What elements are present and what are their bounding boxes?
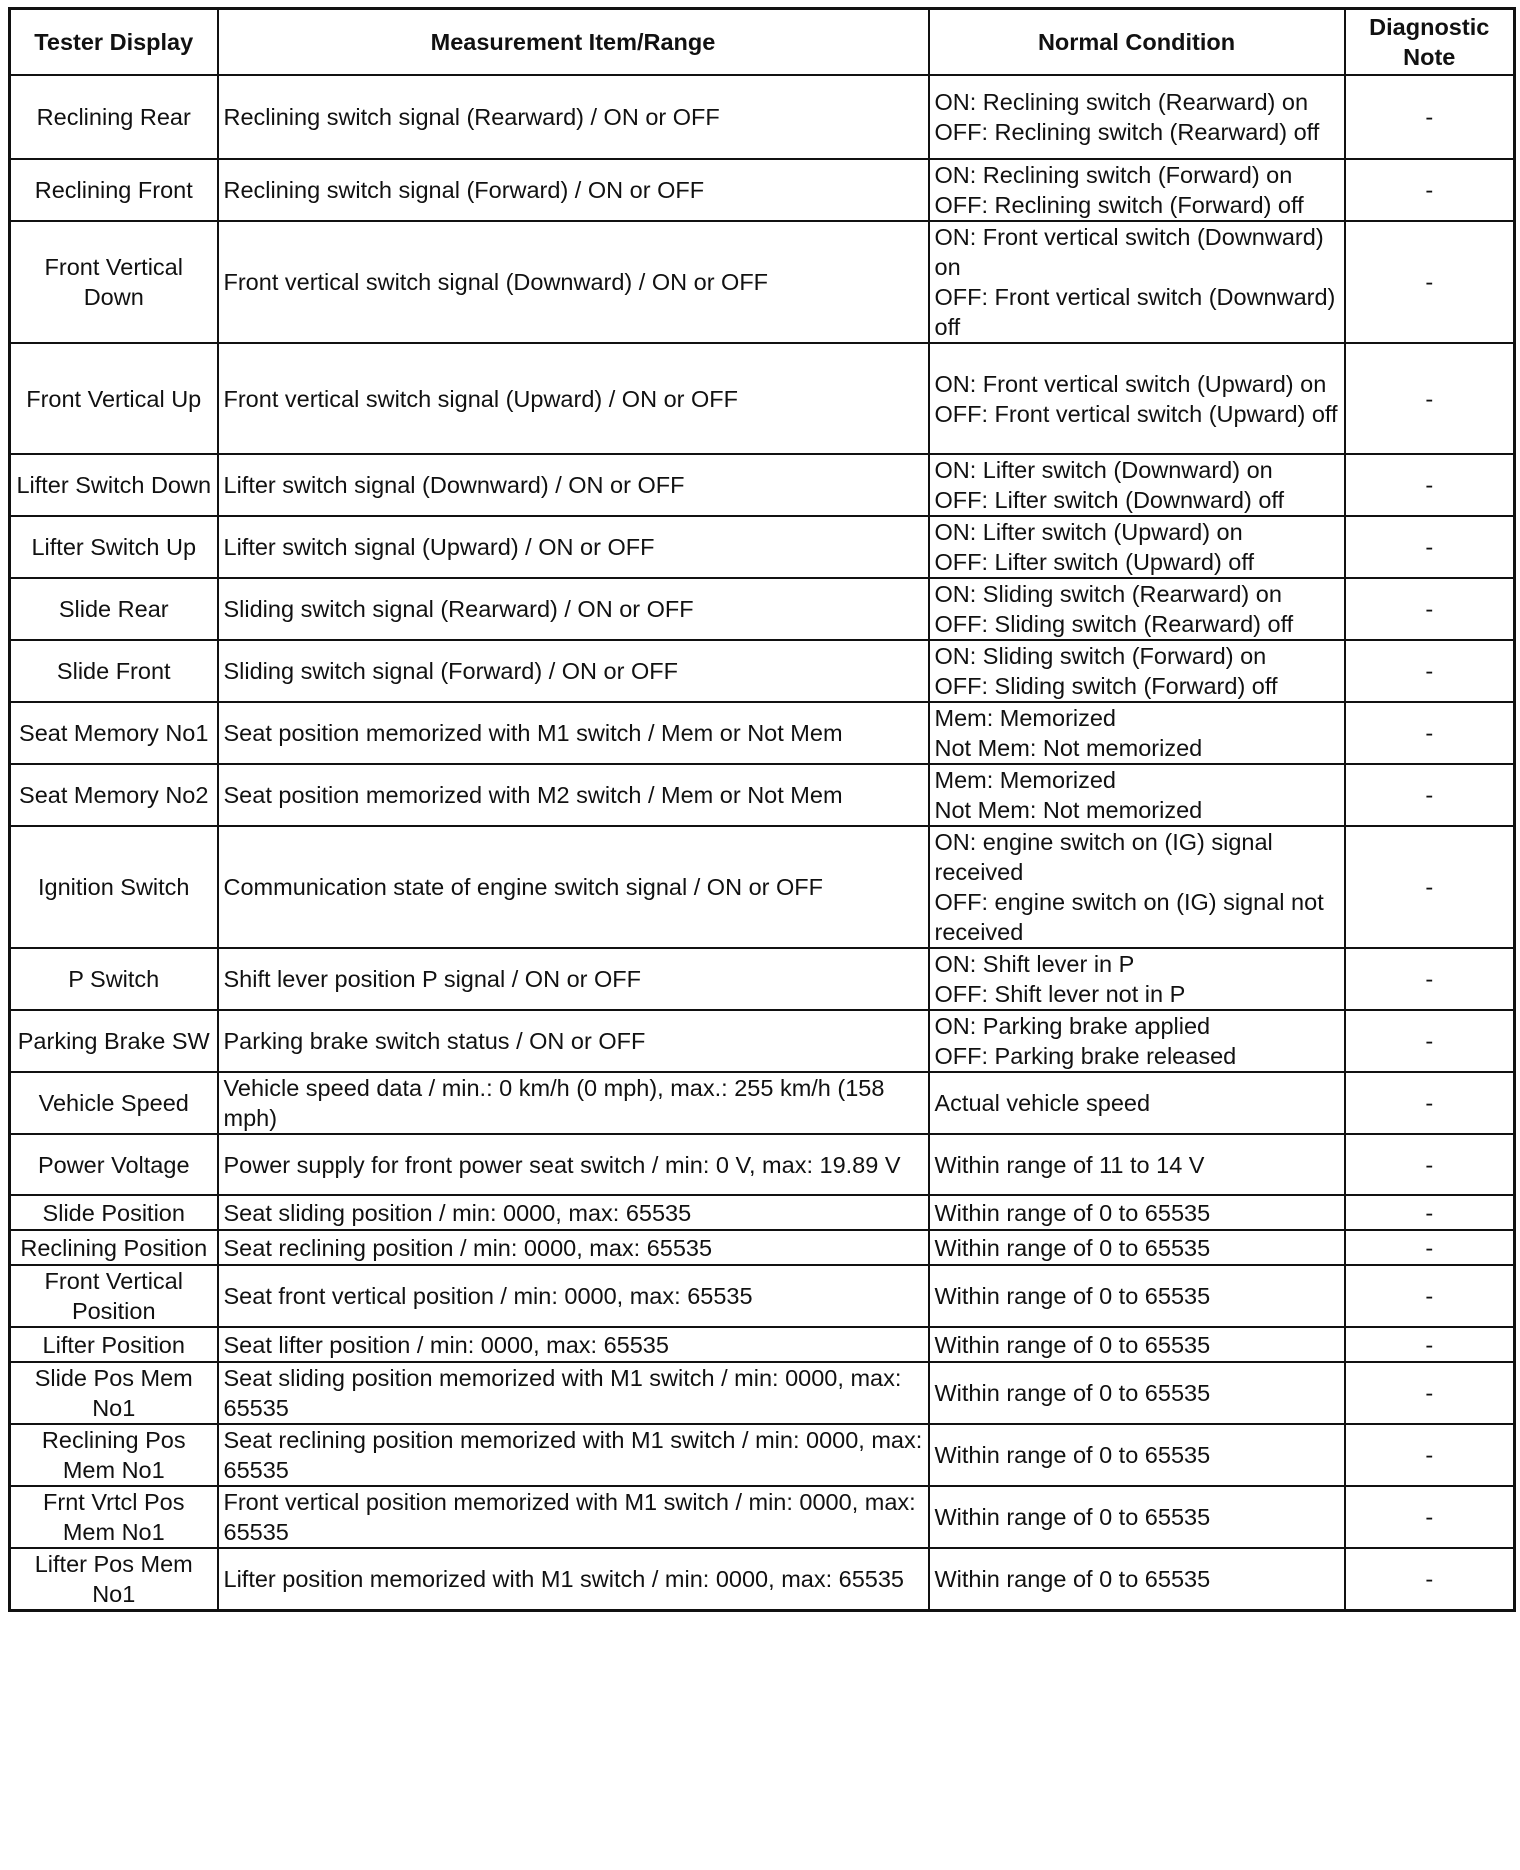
cell-diagnostic-note: -: [1345, 516, 1515, 578]
cell-measurement-item: Seat sliding position / min: 0000, max: 65535: [218, 1195, 929, 1230]
cell-diagnostic-note: -: [1345, 1010, 1515, 1072]
cell-tester-display: Lifter Switch Down: [10, 454, 218, 516]
cell-tester-display: P Switch: [10, 948, 218, 1010]
normal-condition-line: OFF: Shift lever not in P: [934, 981, 1186, 1007]
table-row: [10, 640, 1515, 702]
cell-tester-display: Slide Rear: [10, 578, 218, 640]
cell-diagnostic-note: -: [1345, 1134, 1515, 1195]
normal-condition-line: Within range of 0 to 65535: [934, 1380, 1211, 1406]
cell-measurement-item: Front vertical switch signal (Upward) / ON or OFF: [218, 343, 929, 454]
cell-measurement-item: Shift lever position P signal / ON or OFF: [218, 948, 929, 1010]
normal-condition-line: Within range of 0 to 65535: [934, 1199, 1211, 1226]
cell-diagnostic-note: -: [1345, 578, 1515, 640]
cell-normal-condition: [929, 1327, 1345, 1362]
cell-diagnostic-note: -: [1345, 948, 1515, 1010]
normal-condition-line: Mem: Memorized: [934, 705, 1117, 731]
cell-measurement-item: Power supply for front power seat switch / min: 0 V, max: 19.89 V: [218, 1134, 929, 1195]
normal-condition-line: OFF: Lifter switch (Downward) off: [934, 487, 1285, 513]
table-row: [10, 1195, 1515, 1230]
cell-measurement-item: Seat reclining position / min: 0000, max: 65535: [218, 1230, 929, 1265]
header-normal-condition: Normal Condition: [929, 9, 1345, 76]
table-body: [10, 75, 1515, 1611]
normal-condition-line: ON: Parking brake applied: [934, 1013, 1211, 1039]
cell-normal-condition: [929, 516, 1345, 578]
cell-tester-display: Slide Front: [10, 640, 218, 702]
header-diagnostic-note: Diagnostic Note: [1345, 9, 1515, 76]
cell-normal-condition: [929, 826, 1345, 948]
table-row: [10, 1327, 1515, 1362]
cell-normal-condition: [929, 948, 1345, 1010]
table-row: [10, 826, 1515, 948]
normal-condition-line: Within range of 0 to 65535: [934, 1331, 1211, 1358]
table-row: [10, 516, 1515, 578]
cell-tester-display: Seat Memory No1: [10, 702, 218, 764]
cell-tester-display: Front Vertical Down: [10, 221, 218, 343]
header-row: [10, 9, 1515, 76]
cell-normal-condition: [929, 702, 1345, 764]
table-row: [10, 578, 1515, 640]
normal-condition-line: ON: Reclining switch (Forward) on: [934, 162, 1293, 188]
cell-tester-display: Ignition Switch: [10, 826, 218, 948]
data-list-table: [8, 7, 1516, 1612]
cell-tester-display: Seat Memory No2: [10, 764, 218, 826]
table-row: [10, 454, 1515, 516]
cell-tester-display: Reclining Position: [10, 1230, 218, 1265]
cell-normal-condition: [929, 221, 1345, 343]
cell-normal-condition: [929, 764, 1345, 826]
cell-normal-condition: [929, 1010, 1345, 1072]
cell-tester-display: Reclining Front: [10, 159, 218, 221]
cell-normal-condition: [929, 1134, 1345, 1195]
cell-tester-display: Lifter Switch Up: [10, 516, 218, 578]
cell-measurement-item: Communication state of engine switch signal / ON or OFF: [218, 826, 929, 948]
header-measurement-item: Measurement Item/Range: [218, 9, 929, 76]
table-row: [10, 221, 1515, 343]
table-row: [10, 343, 1515, 454]
table-row: [10, 1230, 1515, 1265]
table-row: [10, 1424, 1515, 1486]
normal-condition-line: ON: Lifter switch (Downward) on: [934, 457, 1273, 483]
cell-diagnostic-note: -: [1345, 343, 1515, 454]
cell-tester-display: Lifter Pos Mem No1: [10, 1548, 218, 1611]
cell-diagnostic-note: -: [1345, 1486, 1515, 1548]
table-row: [10, 764, 1515, 826]
cell-tester-display: Front Vertical Up: [10, 343, 218, 454]
cell-tester-display: Reclining Rear: [10, 75, 218, 159]
normal-condition-line: Within range of 0 to 65535: [934, 1442, 1211, 1468]
cell-normal-condition: [929, 75, 1345, 159]
cell-measurement-item: Seat sliding position memorized with M1 switch / min: 0000, max: 65535: [218, 1362, 929, 1424]
cell-diagnostic-note: -: [1345, 1265, 1515, 1327]
normal-condition-line: OFF: Front vertical switch (Downward) off: [934, 284, 1336, 340]
table-row: [10, 1010, 1515, 1072]
cell-normal-condition: [929, 1265, 1345, 1327]
cell-diagnostic-note: -: [1345, 221, 1515, 343]
normal-condition-line: Within range of 0 to 65535: [934, 1234, 1211, 1261]
table-row: [10, 1362, 1515, 1424]
normal-condition-line: ON: Reclining switch (Rearward) on: [934, 89, 1309, 115]
normal-condition-line: ON: Front vertical switch (Upward) on: [934, 370, 1327, 397]
cell-normal-condition: [929, 1230, 1345, 1265]
table-row: [10, 702, 1515, 764]
cell-diagnostic-note: -: [1345, 75, 1515, 159]
cell-normal-condition: [929, 159, 1345, 221]
cell-measurement-item: Seat position memorized with M2 switch / Mem or Not Mem: [218, 764, 929, 826]
normal-condition-line: OFF: Sliding switch (Forward) off: [934, 673, 1278, 699]
cell-normal-condition: [929, 640, 1345, 702]
cell-tester-display: Frnt Vrtcl Pos Mem No1: [10, 1486, 218, 1548]
normal-condition-line: Within range of 0 to 65535: [934, 1283, 1211, 1309]
cell-normal-condition: [929, 1362, 1345, 1424]
cell-measurement-item: Lifter position memorized with M1 switch / min: 0000, max: 65535: [218, 1548, 929, 1611]
cell-tester-display: Lifter Position: [10, 1327, 218, 1362]
cell-measurement-item: Lifter switch signal (Downward) / ON or OFF: [218, 454, 929, 516]
normal-condition-line: ON: Shift lever in P: [934, 951, 1135, 977]
normal-condition-line: OFF: Front vertical switch (Upward) off: [934, 400, 1338, 427]
header-tester-display: Tester Display: [10, 9, 218, 76]
table-row: [10, 1486, 1515, 1548]
cell-normal-condition: [929, 1072, 1345, 1134]
cell-diagnostic-note: -: [1345, 702, 1515, 764]
cell-diagnostic-note: -: [1345, 1424, 1515, 1486]
cell-measurement-item: Reclining switch signal (Rearward) / ON or OFF: [218, 75, 929, 159]
table-row: [10, 948, 1515, 1010]
cell-normal-condition: [929, 343, 1345, 454]
cell-diagnostic-note: -: [1345, 1548, 1515, 1611]
cell-measurement-item: Parking brake switch status / ON or OFF: [218, 1010, 929, 1072]
cell-tester-display: Parking Brake SW: [10, 1010, 218, 1072]
cell-diagnostic-note: -: [1345, 764, 1515, 826]
cell-measurement-item: Seat reclining position memorized with M1 switch / min: 0000, max: 65535: [218, 1424, 929, 1486]
cell-measurement-item: Front vertical switch signal (Downward) / ON or OFF: [218, 221, 929, 343]
cell-diagnostic-note: -: [1345, 640, 1515, 702]
table-row: [10, 1265, 1515, 1327]
cell-measurement-item: Front vertical position memorized with M1 switch / min: 0000, max: 65535: [218, 1486, 929, 1548]
cell-normal-condition: [929, 1548, 1345, 1611]
normal-condition-line: OFF: Reclining switch (Rearward) off: [934, 119, 1320, 145]
normal-condition-line: ON: engine switch on (IG) signal received: [934, 829, 1273, 885]
normal-condition-line: Mem: Memorized: [934, 767, 1117, 793]
cell-measurement-item: Seat lifter position / min: 0000, max: 65535: [218, 1327, 929, 1362]
cell-normal-condition: [929, 1486, 1345, 1548]
cell-diagnostic-note: -: [1345, 826, 1515, 948]
normal-condition-line: Within range of 0 to 65535: [934, 1504, 1211, 1530]
table-row: [10, 1134, 1515, 1195]
normal-condition-line: Actual vehicle speed: [934, 1090, 1151, 1116]
normal-condition-line: OFF: Lifter switch (Upward) off: [934, 549, 1254, 575]
cell-measurement-item: Sliding switch signal (Forward) / ON or OFF: [218, 640, 929, 702]
normal-condition-line: Within range of 11 to 14 V: [934, 1151, 1205, 1178]
cell-diagnostic-note: -: [1345, 159, 1515, 221]
cell-tester-display: Slide Pos Mem No1: [10, 1362, 218, 1424]
cell-tester-display: Power Voltage: [10, 1134, 218, 1195]
cell-normal-condition: [929, 454, 1345, 516]
table-row: [10, 1548, 1515, 1611]
normal-condition-line: ON: Lifter switch (Upward) on: [934, 519, 1243, 545]
cell-measurement-item: Seat position memorized with M1 switch / Mem or Not Mem: [218, 702, 929, 764]
cell-measurement-item: Reclining switch signal (Forward) / ON or OFF: [218, 159, 929, 221]
cell-measurement-item: Sliding switch signal (Rearward) / ON or OFF: [218, 578, 929, 640]
table-header: [10, 9, 1515, 76]
normal-condition-line: OFF: Reclining switch (Forward) off: [934, 192, 1304, 218]
normal-condition-line: OFF: engine switch on (IG) signal not received: [934, 889, 1324, 945]
cell-normal-condition: [929, 578, 1345, 640]
cell-normal-condition: [929, 1424, 1345, 1486]
cell-measurement-item: Lifter switch signal (Upward) / ON or OFF: [218, 516, 929, 578]
cell-normal-condition: [929, 1195, 1345, 1230]
cell-tester-display: Front Vertical Position: [10, 1265, 218, 1327]
normal-condition-line: ON: Front vertical switch (Downward) on: [934, 224, 1324, 280]
cell-measurement-item: Vehicle speed data / min.: 0 km/h (0 mph), max.: 255 km/h (158 mph): [218, 1072, 929, 1134]
normal-condition-line: Not Mem: Not memorized: [934, 797, 1203, 823]
cell-tester-display: Slide Position: [10, 1195, 218, 1230]
cell-measurement-item: Seat front vertical position / min: 0000, max: 65535: [218, 1265, 929, 1327]
cell-tester-display: Reclining Pos Mem No1: [10, 1424, 218, 1486]
table-row: [10, 159, 1515, 221]
data-list-table-wrapper: [8, 7, 1513, 1612]
normal-condition-line: Not Mem: Not memorized: [934, 735, 1203, 761]
cell-diagnostic-note: -: [1345, 1362, 1515, 1424]
cell-tester-display: Vehicle Speed: [10, 1072, 218, 1134]
table-row: [10, 75, 1515, 159]
cell-diagnostic-note: -: [1345, 1195, 1515, 1230]
cell-diagnostic-note: -: [1345, 1072, 1515, 1134]
cell-diagnostic-note: -: [1345, 454, 1515, 516]
cell-diagnostic-note: -: [1345, 1230, 1515, 1265]
normal-condition-line: ON: Sliding switch (Forward) on: [934, 643, 1267, 669]
cell-diagnostic-note: -: [1345, 1327, 1515, 1362]
normal-condition-line: OFF: Sliding switch (Rearward) off: [934, 611, 1294, 637]
table-row: [10, 1072, 1515, 1134]
normal-condition-line: Within range of 0 to 65535: [934, 1566, 1211, 1592]
normal-condition-line: OFF: Parking brake released: [934, 1043, 1237, 1069]
normal-condition-line: ON: Sliding switch (Rearward) on: [934, 581, 1282, 607]
